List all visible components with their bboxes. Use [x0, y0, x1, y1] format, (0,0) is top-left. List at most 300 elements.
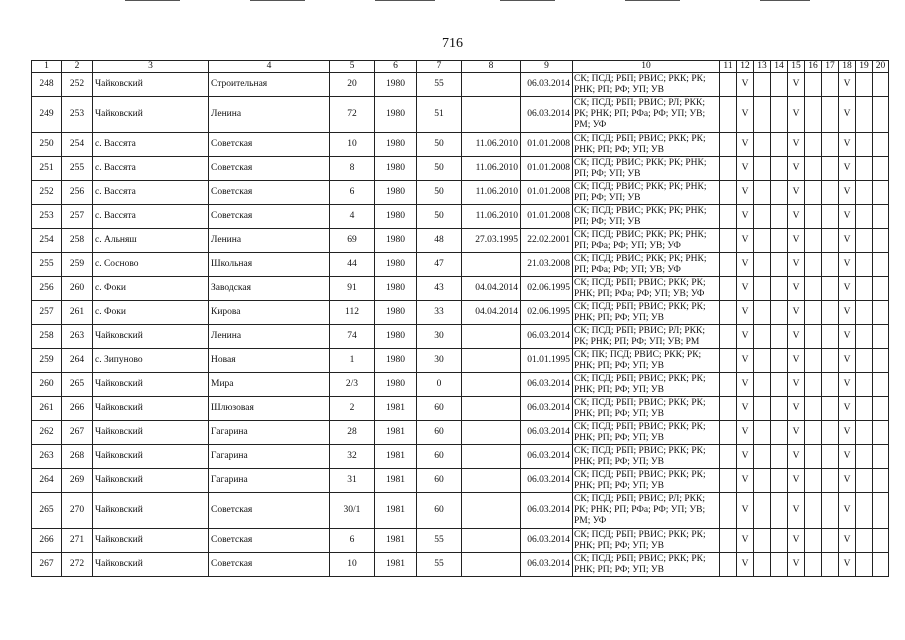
- cell-col-4: Строительная: [209, 73, 330, 97]
- cell-col-7: 30: [417, 349, 462, 373]
- cell-col-11: [720, 397, 737, 421]
- cell-col-15: V: [788, 553, 805, 577]
- cell-col-17: [822, 529, 839, 553]
- cell-col-8: [462, 553, 521, 577]
- top-rule-3: [375, 0, 435, 1]
- cell-col-14: [771, 397, 788, 421]
- cell-col-14: [771, 205, 788, 229]
- cell-col-9: 01.01.2008: [521, 157, 573, 181]
- cell-col-18: V: [839, 133, 856, 157]
- cell-col-12: V: [737, 421, 754, 445]
- cell-col-12: V: [737, 529, 754, 553]
- cell-col-8: [462, 529, 521, 553]
- cell-col-13: [754, 445, 771, 469]
- cell-col-8: 11.06.2010: [462, 133, 521, 157]
- cell-col-10: СК; ПСД; РБП; РВИС; РЛ; РКК; РК; РНК; РП; РФа; РФ; УП; УВ; РМ; УФ: [573, 97, 720, 133]
- cell-col-6: 1980: [375, 325, 417, 349]
- cell-col-14: [771, 493, 788, 529]
- cell-col-19: [856, 133, 873, 157]
- cell-col-15: V: [788, 133, 805, 157]
- cell-col-15: V: [788, 445, 805, 469]
- cell-col-3: с. Вассята: [93, 133, 209, 157]
- cell-col-16: [805, 97, 822, 133]
- cell-col-5: 91: [330, 277, 375, 301]
- cell-col-6: 1980: [375, 157, 417, 181]
- cell-col-14: [771, 253, 788, 277]
- top-rule-4: [500, 0, 555, 1]
- cell-col-7: 60: [417, 397, 462, 421]
- column-header-8: 8: [462, 61, 521, 73]
- cell-col-1: 254: [32, 229, 62, 253]
- cell-col-8: [462, 421, 521, 445]
- column-header-11: 11: [720, 61, 737, 73]
- table-row: [32, 325, 889, 349]
- table-row: [32, 73, 889, 97]
- cell-col-13: [754, 397, 771, 421]
- cell-col-7: 60: [417, 421, 462, 445]
- table-row: [32, 397, 889, 421]
- cell-col-16: [805, 469, 822, 493]
- cell-col-8: 04.04.2014: [462, 277, 521, 301]
- cell-col-10: СК; ПСД; РБП; РВИС; РКК; РК; РНК; РП; РФ; УП; УВ: [573, 73, 720, 97]
- cell-col-4: Гагарина: [209, 469, 330, 493]
- cell-col-14: [771, 181, 788, 205]
- cell-col-14: [771, 157, 788, 181]
- cell-col-15: V: [788, 253, 805, 277]
- top-rule-6: [760, 0, 810, 1]
- cell-col-10: СК; ПСД; РВИС; РКК; РК; РНК; РП; РФ; УП; УВ: [573, 181, 720, 205]
- column-header-12: 12: [737, 61, 754, 73]
- cell-col-1: 263: [32, 445, 62, 469]
- cell-col-6: 1980: [375, 73, 417, 97]
- cell-col-19: [856, 397, 873, 421]
- cell-col-16: [805, 301, 822, 325]
- cell-col-5: 1: [330, 349, 375, 373]
- table-body: [32, 73, 889, 577]
- cell-col-13: [754, 301, 771, 325]
- cell-col-5: 10: [330, 133, 375, 157]
- cell-col-10: СК; ПСД; РБП; РВИС; РКК; РК; РНК; РП; РФ; УП; УВ: [573, 529, 720, 553]
- cell-col-19: [856, 553, 873, 577]
- cell-col-7: 33: [417, 301, 462, 325]
- table-row: [32, 277, 889, 301]
- cell-col-17: [822, 133, 839, 157]
- cell-col-7: 50: [417, 133, 462, 157]
- cell-col-11: [720, 301, 737, 325]
- cell-col-4: Кирова: [209, 301, 330, 325]
- cell-col-19: [856, 529, 873, 553]
- cell-col-14: [771, 301, 788, 325]
- cell-col-12: V: [737, 157, 754, 181]
- cell-col-5: 69: [330, 229, 375, 253]
- cell-col-17: [822, 73, 839, 97]
- cell-col-7: 43: [417, 277, 462, 301]
- cell-col-3: с. Зипуново: [93, 349, 209, 373]
- cell-col-4: Гагарина: [209, 445, 330, 469]
- cell-col-16: [805, 133, 822, 157]
- cell-col-13: [754, 529, 771, 553]
- cell-col-8: 04.04.2014: [462, 301, 521, 325]
- column-header-19: 19: [856, 61, 873, 73]
- cell-col-12: V: [737, 397, 754, 421]
- cell-col-18: V: [839, 373, 856, 397]
- cell-col-14: [771, 133, 788, 157]
- cell-col-7: 0: [417, 373, 462, 397]
- cell-col-14: [771, 469, 788, 493]
- cell-col-13: [754, 229, 771, 253]
- cell-col-7: 60: [417, 493, 462, 529]
- cell-col-16: [805, 325, 822, 349]
- cell-col-19: [856, 421, 873, 445]
- header-row: [32, 61, 889, 73]
- cell-col-18: V: [839, 397, 856, 421]
- cell-col-3: Чайковский: [93, 373, 209, 397]
- cell-col-3: Чайковский: [93, 97, 209, 133]
- cell-col-11: [720, 157, 737, 181]
- column-header-18: 18: [839, 61, 856, 73]
- cell-col-7: 55: [417, 553, 462, 577]
- cell-col-4: Ленина: [209, 229, 330, 253]
- cell-col-14: [771, 229, 788, 253]
- cell-col-19: [856, 469, 873, 493]
- cell-col-13: [754, 553, 771, 577]
- cell-col-17: [822, 397, 839, 421]
- cell-col-6: 1980: [375, 181, 417, 205]
- cell-col-14: [771, 529, 788, 553]
- cell-col-20: [873, 445, 889, 469]
- cell-col-20: [873, 301, 889, 325]
- cell-col-18: V: [839, 349, 856, 373]
- cell-col-2: 268: [62, 445, 93, 469]
- page-number: 716: [442, 36, 463, 51]
- cell-col-18: V: [839, 277, 856, 301]
- cell-col-4: Гагарина: [209, 421, 330, 445]
- cell-col-2: 270: [62, 493, 93, 529]
- cell-col-20: [873, 157, 889, 181]
- cell-col-16: [805, 421, 822, 445]
- cell-col-6: 1981: [375, 469, 417, 493]
- cell-col-9: 06.03.2014: [521, 553, 573, 577]
- cell-col-17: [822, 421, 839, 445]
- cell-col-13: [754, 325, 771, 349]
- cell-col-20: [873, 205, 889, 229]
- cell-col-7: 60: [417, 469, 462, 493]
- table-row: [32, 253, 889, 277]
- cell-col-16: [805, 349, 822, 373]
- cell-col-17: [822, 469, 839, 493]
- cell-col-2: 272: [62, 553, 93, 577]
- cell-col-2: 256: [62, 181, 93, 205]
- cell-col-8: [462, 97, 521, 133]
- cell-col-8: [462, 73, 521, 97]
- cell-col-5: 2/3: [330, 373, 375, 397]
- cell-col-15: V: [788, 181, 805, 205]
- cell-col-3: с. Альняш: [93, 229, 209, 253]
- cell-col-19: [856, 157, 873, 181]
- cell-col-5: 6: [330, 181, 375, 205]
- cell-col-11: [720, 445, 737, 469]
- cell-col-19: [856, 97, 873, 133]
- cell-col-8: [462, 325, 521, 349]
- column-header-9: 9: [521, 61, 573, 73]
- cell-col-10: СК; ПСД; РБП; РВИС; РЛ; РКК; РК; РНК; РП; РФа; РФ; УП; УВ; РМ; УФ: [573, 493, 720, 529]
- cell-col-12: V: [737, 73, 754, 97]
- cell-col-6: 1981: [375, 529, 417, 553]
- cell-col-7: 55: [417, 73, 462, 97]
- cell-col-16: [805, 253, 822, 277]
- cell-col-1: 251: [32, 157, 62, 181]
- cell-col-13: [754, 469, 771, 493]
- cell-col-4: Ленина: [209, 325, 330, 349]
- cell-col-9: 06.03.2014: [521, 397, 573, 421]
- cell-col-4: Советская: [209, 157, 330, 181]
- cell-col-1: 250: [32, 133, 62, 157]
- cell-col-16: [805, 553, 822, 577]
- register-table: [31, 60, 889, 577]
- cell-col-13: [754, 421, 771, 445]
- cell-col-18: V: [839, 529, 856, 553]
- cell-col-8: [462, 253, 521, 277]
- cell-col-10: СК; ПСД; РВИС; РКК; РК; РНК; РП; РФа; РФ; УП; УВ; УФ: [573, 253, 720, 277]
- cell-col-8: 11.06.2010: [462, 181, 521, 205]
- cell-col-3: с. Вассята: [93, 181, 209, 205]
- cell-col-1: 266: [32, 529, 62, 553]
- cell-col-3: Чайковский: [93, 73, 209, 97]
- column-header-3: 3: [93, 61, 209, 73]
- cell-col-19: [856, 205, 873, 229]
- cell-col-12: V: [737, 181, 754, 205]
- cell-col-9: 06.03.2014: [521, 373, 573, 397]
- cell-col-20: [873, 421, 889, 445]
- cell-col-18: V: [839, 97, 856, 133]
- column-header-2: 2: [62, 61, 93, 73]
- cell-col-20: [873, 133, 889, 157]
- cell-col-17: [822, 205, 839, 229]
- cell-col-12: V: [737, 373, 754, 397]
- cell-col-2: 259: [62, 253, 93, 277]
- cell-col-7: 51: [417, 97, 462, 133]
- cell-col-20: [873, 529, 889, 553]
- top-rule-2: [250, 0, 305, 1]
- cell-col-16: [805, 373, 822, 397]
- cell-col-14: [771, 73, 788, 97]
- cell-col-2: 258: [62, 229, 93, 253]
- cell-col-18: V: [839, 157, 856, 181]
- table-row: [32, 181, 889, 205]
- cell-col-4: Советская: [209, 205, 330, 229]
- cell-col-4: Заводская: [209, 277, 330, 301]
- cell-col-18: V: [839, 73, 856, 97]
- cell-col-15: V: [788, 373, 805, 397]
- cell-col-11: [720, 349, 737, 373]
- cell-col-16: [805, 397, 822, 421]
- cell-col-3: с. Вассята: [93, 205, 209, 229]
- cell-col-5: 2: [330, 397, 375, 421]
- cell-col-10: СК; ПСД; РБП; РВИС; РКК; РК; РНК; РП; РФ; УП; УВ: [573, 397, 720, 421]
- cell-col-14: [771, 373, 788, 397]
- cell-col-2: 260: [62, 277, 93, 301]
- cell-col-15: V: [788, 229, 805, 253]
- cell-col-5: 74: [330, 325, 375, 349]
- cell-col-4: Советская: [209, 493, 330, 529]
- cell-col-18: V: [839, 493, 856, 529]
- cell-col-16: [805, 493, 822, 529]
- cell-col-10: СК; ПСД; РБП; РВИС; РКК; РК; РНК; РП; РФ; УП; УВ: [573, 421, 720, 445]
- cell-col-2: 252: [62, 73, 93, 97]
- cell-col-2: 255: [62, 157, 93, 181]
- table-row: [32, 469, 889, 493]
- cell-col-2: 264: [62, 349, 93, 373]
- cell-col-11: [720, 97, 737, 133]
- cell-col-12: V: [737, 493, 754, 529]
- cell-col-5: 6: [330, 529, 375, 553]
- cell-col-17: [822, 373, 839, 397]
- cell-col-12: V: [737, 97, 754, 133]
- cell-col-6: 1980: [375, 277, 417, 301]
- cell-col-7: 55: [417, 529, 462, 553]
- cell-col-18: V: [839, 325, 856, 349]
- cell-col-14: [771, 97, 788, 133]
- cell-col-9: 06.03.2014: [521, 529, 573, 553]
- cell-col-20: [873, 349, 889, 373]
- cell-col-10: СК; ПСД; РБП; РВИС; РКК; РК; РНК; РП; РФ; УП; УВ: [573, 553, 720, 577]
- cell-col-10: СК; ПСД; РБП; РВИС; РКК; РК; РНК; РП; РФ; УП; УВ: [573, 301, 720, 325]
- table-row: [32, 373, 889, 397]
- cell-col-2: 261: [62, 301, 93, 325]
- cell-col-11: [720, 553, 737, 577]
- cell-col-11: [720, 493, 737, 529]
- cell-col-8: [462, 373, 521, 397]
- cell-col-16: [805, 157, 822, 181]
- cell-col-18: V: [839, 253, 856, 277]
- cell-col-18: V: [839, 445, 856, 469]
- cell-col-18: V: [839, 205, 856, 229]
- table-row: [32, 421, 889, 445]
- cell-col-7: 50: [417, 181, 462, 205]
- cell-col-8: [462, 493, 521, 529]
- cell-col-1: 253: [32, 205, 62, 229]
- cell-col-13: [754, 277, 771, 301]
- cell-col-13: [754, 181, 771, 205]
- table-row: [32, 205, 889, 229]
- cell-col-5: 72: [330, 97, 375, 133]
- cell-col-20: [873, 229, 889, 253]
- cell-col-6: 1980: [375, 229, 417, 253]
- cell-col-10: СК; ПСД; РБП; РВИС; РКК; РК; РНК; РП; РФ; УП; УВ: [573, 469, 720, 493]
- cell-col-6: 1981: [375, 397, 417, 421]
- cell-col-4: Ленина: [209, 97, 330, 133]
- cell-col-3: Чайковский: [93, 325, 209, 349]
- cell-col-18: V: [839, 553, 856, 577]
- cell-col-1: 256: [32, 277, 62, 301]
- cell-col-11: [720, 253, 737, 277]
- cell-col-4: Советская: [209, 133, 330, 157]
- cell-col-19: [856, 349, 873, 373]
- cell-col-1: 248: [32, 73, 62, 97]
- cell-col-20: [873, 181, 889, 205]
- cell-col-15: V: [788, 205, 805, 229]
- cell-col-16: [805, 205, 822, 229]
- cell-col-19: [856, 445, 873, 469]
- cell-col-16: [805, 73, 822, 97]
- cell-col-9: 02.06.1995: [521, 301, 573, 325]
- cell-col-11: [720, 373, 737, 397]
- column-header-15: 15: [788, 61, 805, 73]
- top-rule-5: [625, 0, 680, 1]
- cell-col-6: 1980: [375, 97, 417, 133]
- column-header-20: 20: [873, 61, 889, 73]
- cell-col-1: 265: [32, 493, 62, 529]
- cell-col-1: 264: [32, 469, 62, 493]
- cell-col-10: СК; ПСД; РВИС; РКК; РК; РНК; РП; РФ; УП; УВ: [573, 157, 720, 181]
- cell-col-13: [754, 133, 771, 157]
- cell-col-5: 112: [330, 301, 375, 325]
- cell-col-3: Чайковский: [93, 445, 209, 469]
- table-row: [32, 229, 889, 253]
- cell-col-13: [754, 205, 771, 229]
- cell-col-8: 11.06.2010: [462, 157, 521, 181]
- cell-col-14: [771, 325, 788, 349]
- cell-col-15: V: [788, 397, 805, 421]
- cell-col-6: 1981: [375, 445, 417, 469]
- cell-col-17: [822, 349, 839, 373]
- cell-col-7: 47: [417, 253, 462, 277]
- cell-col-16: [805, 229, 822, 253]
- table-row: [32, 529, 889, 553]
- cell-col-10: СК; ПСД; РБП; РВИС; РКК; РК; РНК; РП; РФ; УП; УВ: [573, 373, 720, 397]
- cell-col-17: [822, 277, 839, 301]
- cell-col-7: 60: [417, 445, 462, 469]
- cell-col-20: [873, 469, 889, 493]
- cell-col-4: Советская: [209, 529, 330, 553]
- table-row: [32, 133, 889, 157]
- cell-col-9: 06.03.2014: [521, 445, 573, 469]
- cell-col-15: V: [788, 301, 805, 325]
- cell-col-2: 269: [62, 469, 93, 493]
- cell-col-3: с. Сосново: [93, 253, 209, 277]
- cell-col-19: [856, 301, 873, 325]
- cell-col-2: 266: [62, 397, 93, 421]
- cell-col-8: 11.06.2010: [462, 205, 521, 229]
- cell-col-20: [873, 277, 889, 301]
- cell-col-12: V: [737, 133, 754, 157]
- cell-col-12: V: [737, 277, 754, 301]
- cell-col-11: [720, 277, 737, 301]
- cell-col-15: V: [788, 469, 805, 493]
- cell-col-4: Советская: [209, 553, 330, 577]
- cell-col-1: 260: [32, 373, 62, 397]
- cell-col-9: 21.03.2008: [521, 253, 573, 277]
- cell-col-1: 255: [32, 253, 62, 277]
- cell-col-13: [754, 157, 771, 181]
- cell-col-19: [856, 493, 873, 529]
- cell-col-2: 253: [62, 97, 93, 133]
- cell-col-17: [822, 493, 839, 529]
- cell-col-12: V: [737, 469, 754, 493]
- cell-col-2: 267: [62, 421, 93, 445]
- cell-col-12: V: [737, 325, 754, 349]
- cell-col-4: Новая: [209, 349, 330, 373]
- cell-col-16: [805, 445, 822, 469]
- cell-col-20: [873, 325, 889, 349]
- cell-col-17: [822, 553, 839, 577]
- table-row: [32, 301, 889, 325]
- cell-col-10: СК; ПСД; РВИС; РКК; РК; РНК; РП; РФа; РФ; УП; УВ; УФ: [573, 229, 720, 253]
- cell-col-2: 254: [62, 133, 93, 157]
- cell-col-1: 267: [32, 553, 62, 577]
- column-header-6: 6: [375, 61, 417, 73]
- cell-col-15: V: [788, 421, 805, 445]
